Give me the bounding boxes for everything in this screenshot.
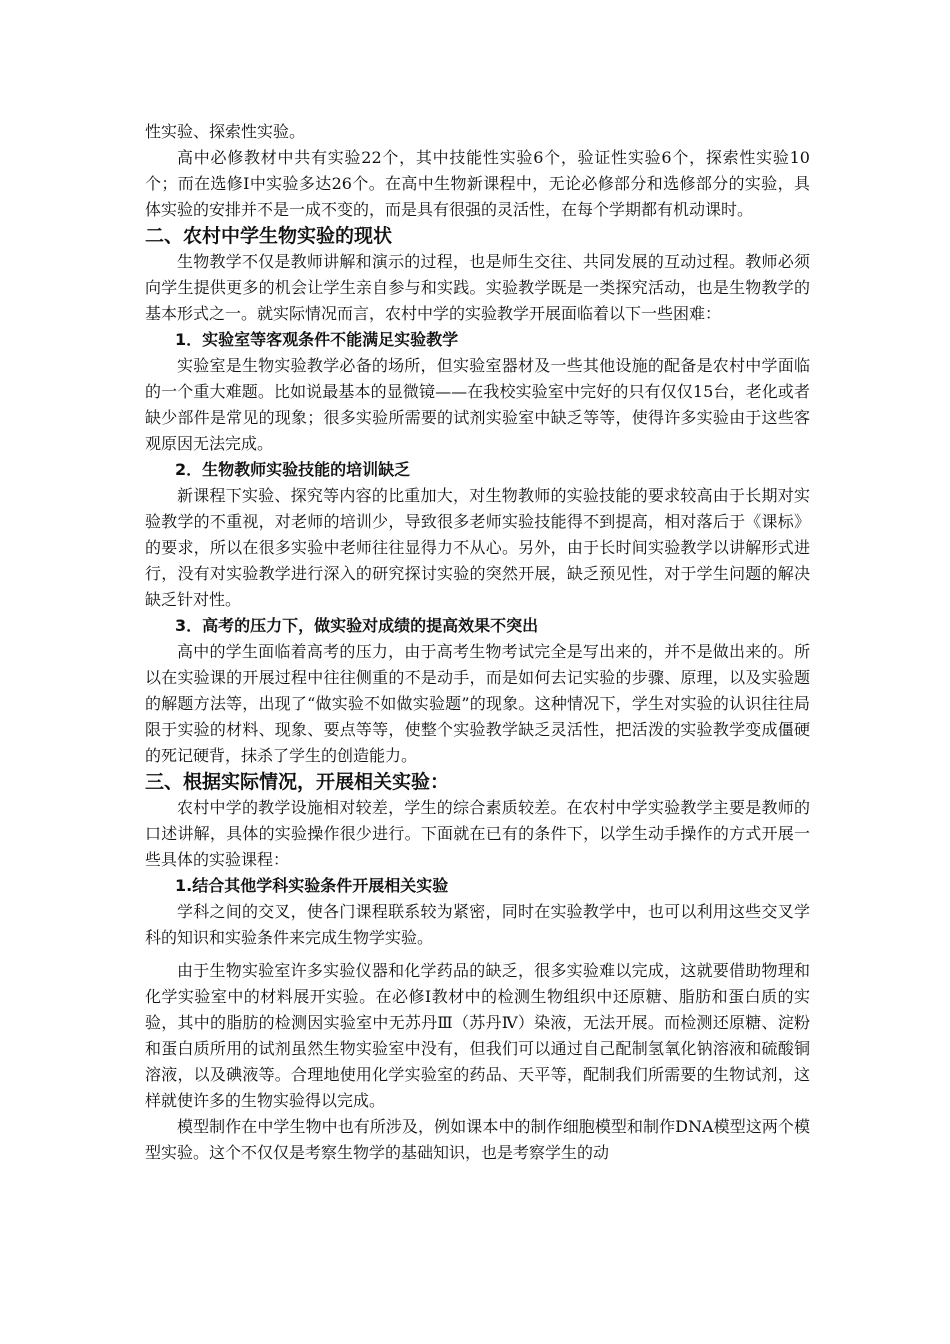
document-page	[145, 119, 810, 1166]
paragraph-experiment-counts: 高中必修教材中共有实验22个，其中技能性实验6个，验证性实验6个，探索性实验10个；而在选修Ⅰ中实验多达26个。在高中生物新课程中，无论必修部分和选修部分的实验，具体实验的安排并不是一成不变的，而是具有很强的灵活性，在每个学期都有机动课时。	[145, 148, 810, 219]
subsection-3-1-body-1: 学科之间的交叉，使各门课程联系较为紧密，同时在实验教学中，也可以利用这些交叉学科的知识和实验条件来完成生物学实验。	[145, 902, 810, 947]
section-3-intro: 农村中学的教学设施相对较差，学生的综合素质较差。在农村中学实验教学主要是教师的口述讲解，具体的实验操作很少进行。下面就在已有的条件下，以学生动手操作的方式开展一些具体的实验课程：	[145, 798, 810, 869]
subsection-2-heading: 2．生物教师实验技能的培训缺乏	[175, 460, 411, 479]
subsection-3-1-heading: 1.结合其他学科实验条件开展相关实验	[175, 876, 449, 895]
section-2-heading: 二、农村中学生物实验的现状	[145, 225, 393, 247]
subsection-3-1-body-3: 模型制作在中学生物中也有所涉及，例如课本中的制作细胞模型和制作DNA模型这两个模型实验。这个不仅仅是考察生物学的基础知识，也是考察学生的动	[145, 1117, 810, 1162]
subsection-3-1-body-2: 由于生物实验室许多实验仪器和化学药品的缺乏，很多实验难以完成，这就要借助物理和化学实验室中的材料展开实验。在必修Ⅰ教材中的检测生物组织中还原糖、脂肪和蛋白质的实验，其中的脂肪的检测因实验室中无苏丹Ⅲ（苏丹Ⅳ）染液，无法开展。而检测还原糖、淀粉和蛋白质所用的试剂虽然生物实验室中没有，但我们可以通过自己配制氢氧化钠溶液和硫酸铜溶液，以及碘液等。合理地使用化学实验室的药品、天平等，配制我们所需要的生物试剂，这样就使许多的生物实验得以完成。	[145, 961, 810, 1110]
subsection-1-body: 实验室是生物实验教学必备的场所，但实验室器材及一些其他设施的配备是农村中学面临的一个重大难题。比如说最基本的显微镜——在我校实验室中完好的只有仅仅15台，老化或者缺少部件是常见的现象；很多实验所需要的试剂实验室中缺乏等等，使得许多实验由于这些客观原因无法完成。	[145, 356, 810, 453]
section-3-heading: 三、根据实际情况，开展相关实验：	[145, 771, 450, 793]
subsection-3-body: 高中的学生面临着高考的压力，由于高考生物考试完全是写出来的，并不是做出来的。所以在实验课的开展过程中往往侧重的不是动手，而是如何去记实验的步骤、原理，以及实验题的解题方法等，出现了“做实验不如做实验题”的现象。这种情况下，学生对实验的认识往往局限于实验的材料、现象、要点等等，使整个实验教学缺乏灵活性，把活泼的实验教学变成僵硬的死记硬背，抹杀了学生的创造能力。	[145, 642, 810, 765]
subsection-3-heading: 3．高考的压力下，做实验对成绩的提高效果不突出	[175, 616, 539, 635]
paragraph-intro-tail: 性实验、探索性实验。	[145, 122, 306, 141]
section-2-intro: 生物教学不仅是教师讲解和演示的过程，也是师生交往、共同发展的互动过程。教师必须向学生提供更多的机会让学生亲自参与和实践。实验教学既是一类探究活动，也是生物教学的基本形式之一。就实际情况而言，农村中学的实验教学开展面临着以下一些困难：	[145, 252, 810, 323]
subsection-1-heading: 1．实验室等客观条件不能满足实验教学	[175, 330, 459, 349]
subsection-2-body: 新课程下实验、探究等内容的比重加大，对生物教师的实验技能的要求较高由于长期对实验教学的不重视，对老师的培训少，导致很多老师实验技能得不到提高，相对落后于《课标》的要求，所以在很多实验中老师往往显得力不从心。另外，由于长时间实验教学以讲解形式进行，没有对实验教学进行深入的研究探讨实验的突然开展，缺乏预见性，对于学生问题的解决缺乏针对性。	[145, 486, 810, 609]
